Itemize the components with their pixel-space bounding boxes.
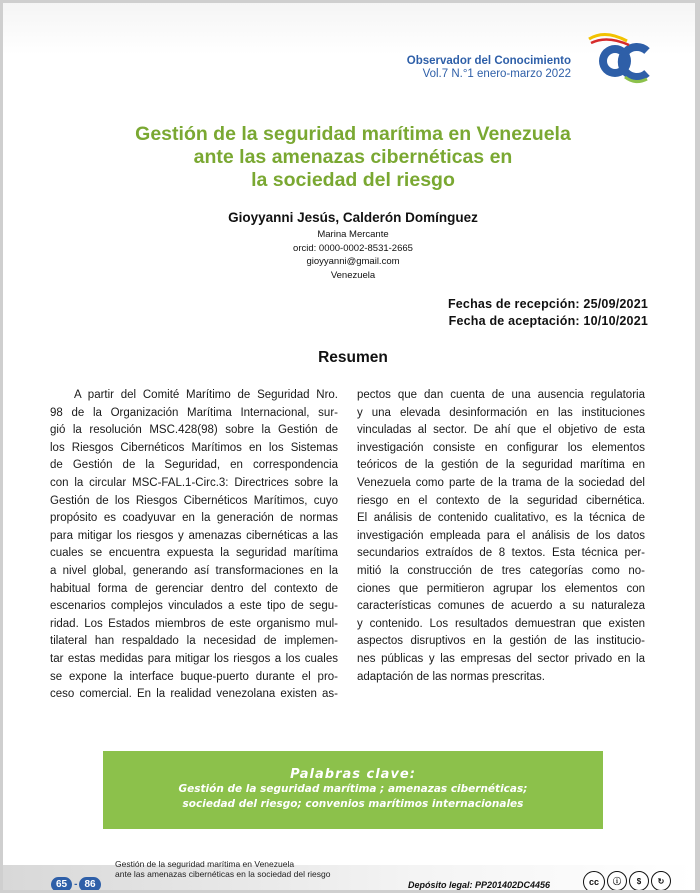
abstract-line: características comunes de acuerdo a su naturaleza bbox=[357, 600, 645, 613]
abstract-line: pectos que dan cuenta de una ausencia regulatoria bbox=[357, 389, 645, 401]
abstract-line: secundarios extraídos de 8 textos. Esta técnica per- bbox=[357, 547, 645, 560]
abstract-line: y una elevada desinformación en las instituciones bbox=[357, 406, 645, 419]
abstract-line: para mitigar los riesgos y amenazas cibernéticas a las bbox=[50, 529, 338, 542]
abstract-line: vinculadas al sector. De ahí que el objetivo de esta bbox=[357, 424, 645, 437]
running-title bbox=[115, 860, 445, 879]
abstract-line: Venezuela como parte de la trama de la sociedad del bbox=[357, 476, 645, 489]
abstract-line: de Gestión de la Seguridad, en correspondencia bbox=[50, 459, 338, 472]
title-line: Gestión de la seguridad marítima en Venezuela bbox=[135, 123, 571, 145]
accepted-date: Fecha de aceptación: 10/10/2021 bbox=[448, 314, 648, 328]
abstract-line: propósito es coadyuvar en la generación de normas bbox=[50, 512, 338, 525]
page-separator: - bbox=[74, 878, 78, 890]
abstract-right-column bbox=[357, 387, 645, 686]
abstract-line: aspectos disruptivos en la gestión de las institucio- bbox=[357, 635, 645, 648]
title-line: la sociedad del riesgo bbox=[251, 169, 455, 191]
license-badges bbox=[583, 871, 671, 890]
author-role: Marina Mercante bbox=[317, 229, 389, 240]
page-range bbox=[51, 876, 101, 890]
keywords-line: sociedad del riesgo; convenios marítimos internacionales bbox=[182, 798, 524, 810]
cc-icon: cc bbox=[583, 871, 605, 890]
keywords-heading: Palabras clave: bbox=[290, 767, 416, 782]
abstract-heading: Resumen bbox=[318, 349, 388, 366]
abstract-line: gió la resolución MSC.428(98) sobre la Gestión de bbox=[50, 424, 338, 437]
abstract-line: se expone la interface buque-puerto durante el pro- bbox=[50, 670, 338, 683]
abstract-line: 98 de la Organización Marítima Internacional, sur- bbox=[50, 406, 338, 419]
abstract-line: a nivel global, generando así transformaciones en la bbox=[50, 564, 338, 577]
article-dates bbox=[288, 296, 648, 330]
page-end: 86 bbox=[79, 877, 100, 891]
nc-icon: $ bbox=[629, 871, 649, 890]
author-meta bbox=[153, 228, 553, 282]
abstract-line: Gestión de los Riesgos Cibernéticos Marítimos, cuyo bbox=[50, 494, 338, 507]
oc-logo-icon bbox=[585, 31, 651, 91]
journal-name: Observador del Conocimiento bbox=[406, 55, 571, 67]
abstract-line: mitió la construcción de tres categorías como no- bbox=[357, 564, 645, 577]
abstract-line: ceso comercial. En la realidad venezolana existen as- bbox=[50, 688, 338, 701]
abstract-line: y contenido. Los resultados demuestran que existen bbox=[357, 617, 645, 630]
abstract-line: teóricos de la gestión de la seguridad marítima en bbox=[357, 459, 645, 472]
author-email: gioyyanni@gmail.com bbox=[306, 256, 400, 267]
abstract-line: los Riesgos Cibernéticos Marítimos en los Sistemas bbox=[50, 441, 338, 454]
author-orcid: orcid: 0000-0002-8531-2665 bbox=[293, 242, 413, 254]
author-name: Gioyyanni Jesús, Calderón Domínguez bbox=[228, 210, 478, 225]
article-title bbox=[83, 123, 623, 192]
abstract-line: escenarios complejos vinculados a este tipo de segu- bbox=[50, 600, 338, 613]
abstract-line: riesgo en el contexto de la seguridad cibernética. bbox=[357, 494, 645, 507]
abstract-line: ciones que permitieron agrupar los elementos con bbox=[357, 582, 645, 595]
abstract-line: El análisis de contenido cualitativo, es la técnica de bbox=[357, 512, 645, 525]
running-title-line: ante las amenazas cibernéticas en la sociedad del riesgo bbox=[115, 868, 331, 879]
abstract-line: investigación consiste en configurar los elementos bbox=[357, 441, 645, 454]
abstract-line: investigación empleada para el análisis de los datos bbox=[357, 529, 645, 542]
deposito-legal: Depósito legal: PP201402DC4456 bbox=[408, 880, 551, 890]
keywords-box bbox=[103, 751, 603, 829]
abstract-line: tar estas medidas para mitigar los riesgos a los cuales bbox=[50, 652, 338, 665]
received-date: Fechas de recepción: 25/09/2021 bbox=[447, 297, 648, 311]
abstract-line: nes públicas y las empresas del sector privado en la bbox=[357, 652, 645, 665]
author-country: Venezuela bbox=[330, 269, 376, 281]
keywords-line: Gestión de la seguridad marítima ; amenazas cibernéticas; bbox=[178, 783, 528, 795]
title-line: ante las amenazas cibernéticas en bbox=[193, 146, 513, 168]
journal-volume: Vol.7 N.°1 enero-marzo 2022 bbox=[422, 68, 571, 80]
abstract-line: ridad. Los Estados miembros de este organismo mul- bbox=[50, 617, 338, 630]
abstract-line: con la circular MSC-FAL.1-Circ.3: Directrices sobre la bbox=[50, 476, 338, 489]
abstract-line: tilateral han respaldado la necesidad de implemen- bbox=[50, 635, 338, 648]
running-title-line: Gestión de la seguridad marítima en Venezuela bbox=[115, 859, 295, 869]
by-icon: ⓘ bbox=[607, 871, 627, 890]
abstract-line: adaptación de las normas prescritas. bbox=[357, 670, 545, 683]
document-page bbox=[3, 3, 695, 890]
sa-icon: ↻ bbox=[651, 871, 671, 890]
abstract-line: cuales se encuentra expuesta la seguridad marítima bbox=[50, 547, 338, 560]
abstract-left-column bbox=[50, 387, 338, 704]
abstract-line: habitual forma de gerenciar dentro del contexto de bbox=[50, 582, 338, 595]
page-start: 65 bbox=[51, 877, 72, 891]
abstract-line: A partir del Comité Marítimo de Seguridad Nro. bbox=[74, 389, 338, 401]
